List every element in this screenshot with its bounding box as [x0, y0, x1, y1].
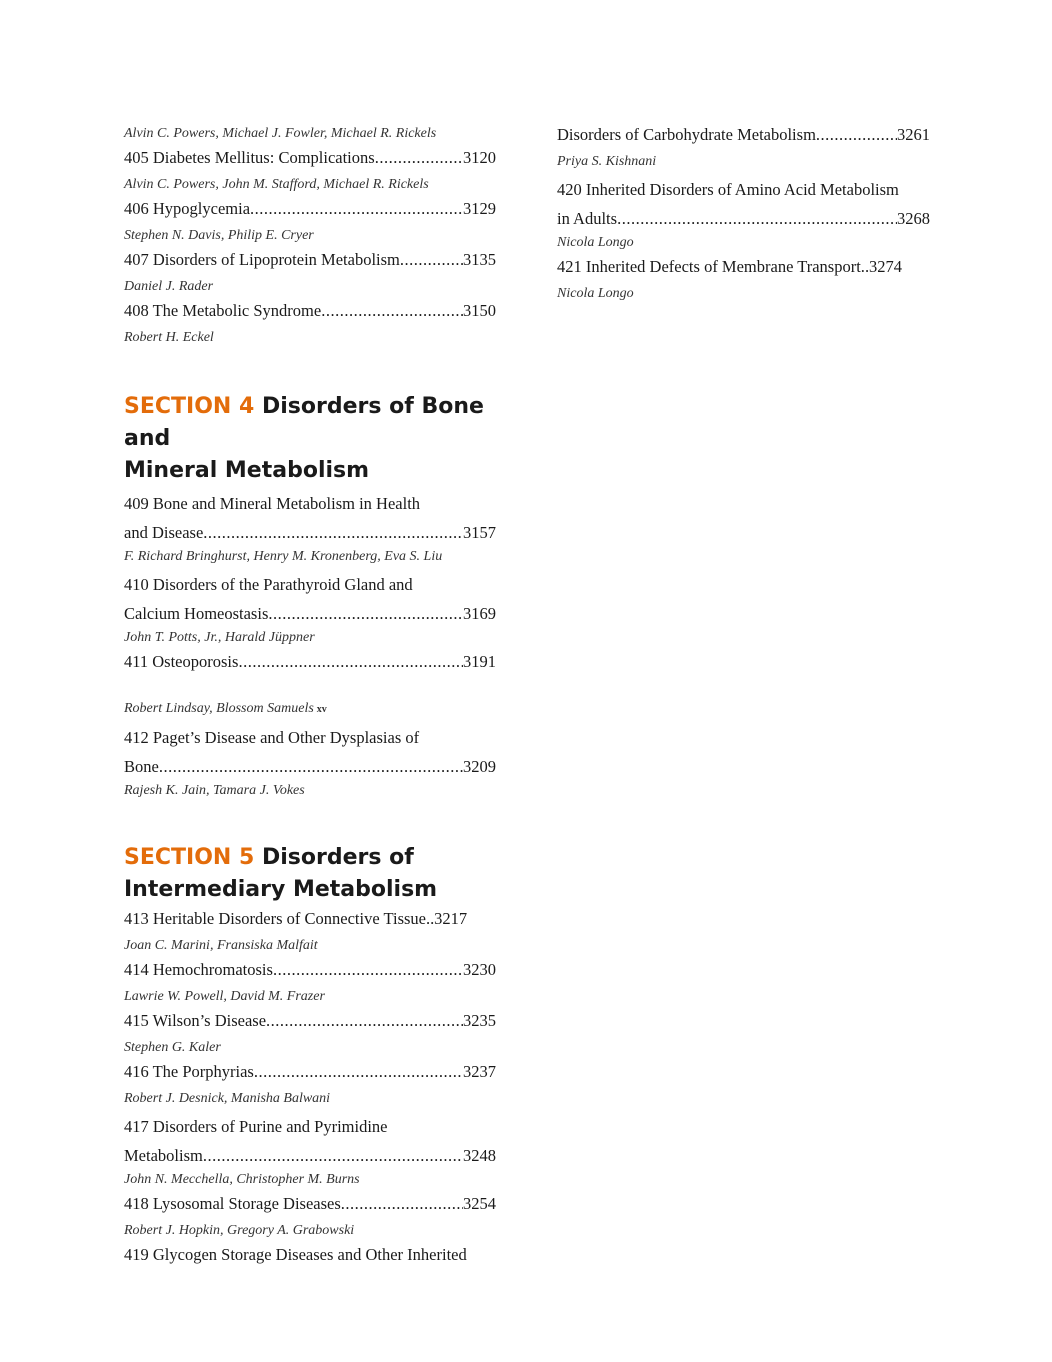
toc-entry-417[interactable]: [124, 1112, 496, 1170]
entry-title-cont: Disorders of Carbohydrate Metabolism: [557, 125, 816, 144]
entry-title: 410 Disorders of the Parathyroid Gland and: [124, 575, 413, 594]
entry-page: 3157: [463, 523, 496, 542]
leader-dots: [266, 1010, 463, 1032]
section-4-heading: [124, 391, 496, 487]
toc-entry-406[interactable]: [124, 198, 496, 220]
leader-dots: [203, 1141, 463, 1170]
author-line: John N. Mecchella, Christopher M. Burns: [124, 1172, 360, 1187]
entry-title: 412 Paget’s Disease and Other Dysplasias of: [124, 728, 420, 747]
author-line: Nicola Longo: [557, 286, 634, 301]
entry-title-cont: Bone: [124, 757, 159, 776]
entry-page: 3254: [463, 1194, 496, 1213]
entry-page: 3120: [463, 148, 496, 167]
toc-entry-405[interactable]: [124, 147, 496, 169]
entry-page: 3169: [463, 604, 496, 623]
section-title: Disorders of: [261, 845, 414, 870]
leader-dots: [203, 518, 463, 547]
entry-title: 416 The Porphyrias: [124, 1062, 254, 1081]
author-line: Priya S. Kishnani: [557, 154, 657, 169]
entry-page: 3135: [463, 250, 496, 269]
leader-dots: [250, 198, 463, 220]
toc-entry-407[interactable]: [124, 249, 496, 271]
author-line: F. Richard Bringhurst, Henry M. Kronenberg, Eva S. Liu: [124, 549, 443, 564]
author-line: Robert J. Hopkin, Gregory A. Grabowski: [124, 1223, 355, 1238]
leader-dots: [617, 204, 897, 233]
toc-entry-412[interactable]: [124, 723, 496, 781]
section-title: Disorders of Bone and: [124, 394, 484, 451]
entry-page: 3261: [897, 125, 930, 144]
entry-title: 413 Heritable Disorders of Connective Tissue.: [124, 909, 431, 928]
entry-title: 418 Lysosomal Storage Diseases: [124, 1194, 341, 1213]
toc-left-column: [124, 124, 496, 1272]
entry-title: 408 The Metabolic Syndrome: [124, 301, 322, 320]
entry-page: 3209: [463, 757, 496, 776]
author-line: Joan C. Marini, Fransiska Malfait: [124, 938, 318, 953]
author-line: Robert Lindsay, Blossom Samuels: [124, 701, 314, 716]
entry-page: 3129: [463, 199, 496, 218]
toc-entry-409[interactable]: [124, 489, 496, 547]
entry-title: 409 Bone and Mineral Metabolism in Health: [124, 494, 421, 513]
entry-page: 3248: [463, 1146, 496, 1165]
section-5-heading: [124, 842, 496, 906]
entry-page: 3230: [463, 960, 496, 979]
entry-title: 417 Disorders of Purine and Pyrimidine: [124, 1117, 388, 1136]
leader-dots: [375, 147, 463, 169]
toc-right-column: [557, 124, 930, 307]
toc-entry-415[interactable]: [124, 1010, 496, 1032]
section-number: SECTION 5: [124, 845, 255, 870]
entry-title: 414 Hemochromatosis: [124, 960, 273, 979]
toc-entry-418[interactable]: [124, 1193, 496, 1215]
author-line: Stephen N. Davis, Philip E. Cryer: [124, 228, 314, 243]
toc-entry-414[interactable]: [124, 959, 496, 981]
leader-dots: [159, 752, 463, 781]
author-line: Stephen G. Kaler: [124, 1040, 221, 1055]
entry-page: 3237: [463, 1062, 496, 1081]
page-marker: xv: [316, 704, 327, 715]
author-line: Alvin C. Powers, Michael J. Fowler, Michael R. Rickels: [124, 126, 437, 141]
leader-dots: [273, 959, 463, 981]
leader-dots: [400, 249, 463, 271]
author-line: Rajesh K. Jain, Tamara J. Vokes: [124, 783, 305, 798]
author-line: Robert H. Eckel: [124, 330, 214, 345]
toc-entry-410[interactable]: [124, 570, 496, 628]
entry-page: 3274: [868, 257, 902, 276]
author-line: Daniel J. Rader: [124, 279, 214, 294]
toc-entry-420[interactable]: [557, 175, 930, 233]
entry-page: 3217: [434, 909, 468, 928]
toc-entry-411[interactable]: [124, 651, 496, 673]
entry-title: 411 Osteoporosis: [124, 652, 239, 671]
leader-dots: [254, 1061, 463, 1083]
leader-dots: [238, 651, 463, 673]
entry-title: 407 Disorders of Lipoprotein Metabolism: [124, 250, 400, 269]
entry-title: 419 Glycogen Storage Diseases and Other Inherited: [124, 1245, 467, 1264]
toc-entry-408[interactable]: [124, 300, 496, 322]
toc-entry-421[interactable]: [557, 256, 930, 278]
entry-title: 406 Hypoglycemia: [124, 199, 251, 218]
author-line: Robert J. Desnick, Manisha Balwani: [124, 1091, 331, 1106]
section-title-line2: Mineral Metabolism: [124, 458, 370, 483]
section-title-line2: Intermediary Metabolism: [124, 877, 438, 902]
entry-page: 3268: [897, 209, 930, 228]
entry-title: 405 Diabetes Mellitus: Complications: [124, 148, 375, 167]
entry-title: 415 Wilson’s Disease: [124, 1011, 267, 1030]
entry-page: 3150: [463, 301, 496, 320]
entry-title: 421 Inherited Defects of Membrane Transport.: [557, 257, 865, 276]
entry-title-cont: and Disease: [124, 523, 204, 542]
entry-page: 3191: [463, 652, 496, 671]
entry-title: 420 Inherited Disorders of Amino Acid Metabolism: [557, 180, 899, 199]
section-number: SECTION 4: [124, 394, 255, 419]
author-line: Alvin C. Powers, John M. Stafford, Michael R. Rickels: [124, 177, 429, 192]
author-line: Lawrie W. Powell, David M. Frazer: [124, 989, 325, 1004]
leader-dots: [321, 300, 463, 322]
entry-title-cont: Metabolism: [124, 1146, 203, 1165]
toc-entry-419[interactable]: [124, 1244, 496, 1266]
author-line: Nicola Longo: [557, 235, 634, 250]
toc-entry-419-cont[interactable]: [557, 124, 930, 146]
leader-dots: [816, 124, 897, 146]
author-line: John T. Potts, Jr., Harald Jüppner: [124, 630, 315, 645]
entry-title-cont: in Adults: [557, 209, 618, 228]
toc-entry-416[interactable]: [124, 1061, 496, 1083]
leader-dots: [341, 1193, 463, 1215]
entry-page: 3235: [463, 1011, 496, 1030]
entry-title-cont: Calcium Homeostasis: [124, 604, 269, 623]
toc-entry-413[interactable]: [124, 908, 496, 930]
leader-dots: [268, 599, 463, 628]
